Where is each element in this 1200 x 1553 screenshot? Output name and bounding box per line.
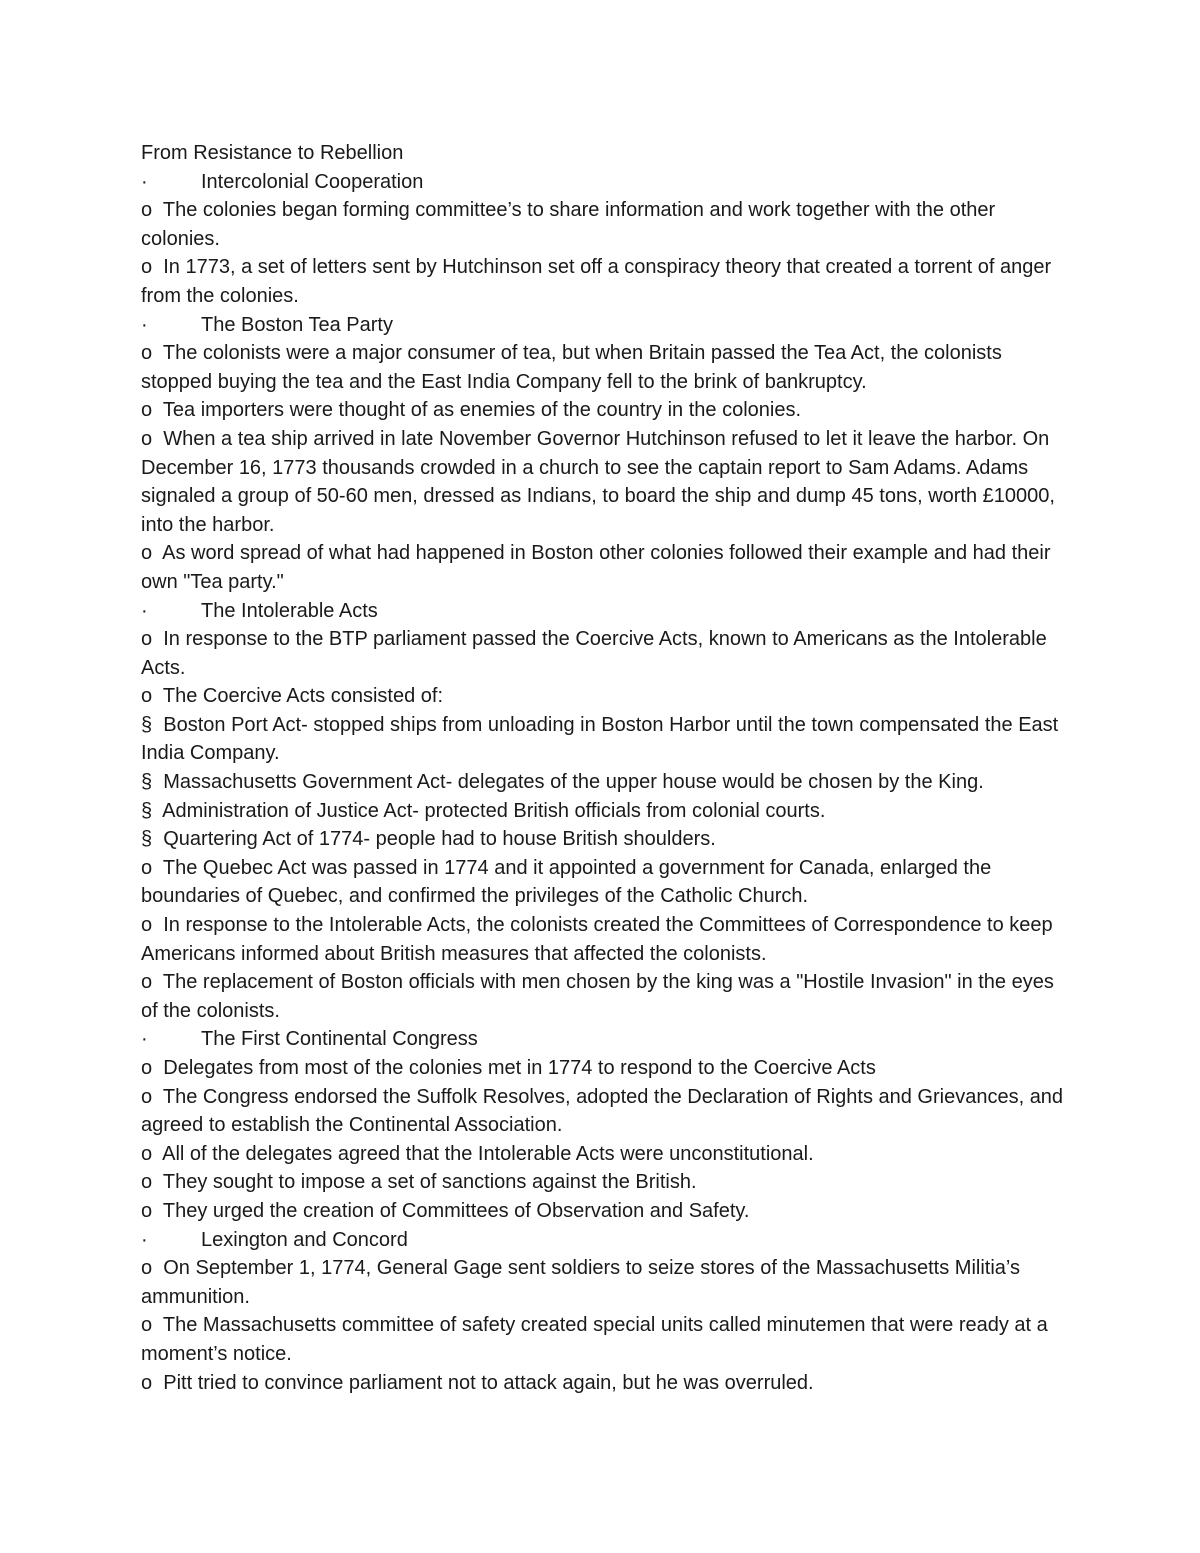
list-item [141,1140,1071,1169]
list-item [141,625,1071,682]
list-item [141,339,1071,396]
section-heading [141,168,1071,197]
bullet-marker: o [141,1171,153,1194]
heading-bullet-marker: · [141,1228,148,1251]
section-heading-text: The First Continental Congress [201,1028,478,1051]
list-item [141,1054,1071,1083]
heading-bullet-marker: · [141,313,148,336]
list-item [141,1197,1071,1226]
bullet-marker: o [141,971,153,994]
sub-list-item [141,825,1071,854]
list-item-text: The Congress endorsed the Suffolk Resolves, adopted the Declaration of Rights and Grievances, and agreed to establish the Continental Association. [141,1085,1064,1137]
list-item [141,425,1071,539]
section-heading [141,1025,1071,1054]
section-heading-text: Intercolonial Cooperation [201,170,424,193]
list-item-text: When a tea ship arrived in late November Governor Hutchinson refused to let it leave the harbor. On December 16, 1773 thousands crowded in a church to see the captain report to Sam Adams. Adams signaled a group of 50-60 men, dressed as Indians, to board the ship and dump 45 tons, worth £10000, into the harbor. [141,427,1055,536]
list-item-text: The colonists were a major consumer of tea, but when Britain passed the Tea Act, the colonists stopped buying the tea and the East India Company fell to the brink of bankruptcy. [141,342,1002,393]
bullet-marker: o [141,1257,153,1280]
bullet-marker: o [141,427,153,450]
list-item [141,1168,1071,1197]
list-item [141,1083,1071,1140]
section-sign-marker: § [141,799,153,822]
list-item-text: Tea importers were thought of as enemies of the country in the colonies. [162,399,802,422]
document-body [141,139,1071,1397]
list-item-text: As word spread of what had happened in Boston other colonies followed their example and had their own "Tea party." [141,542,1051,593]
list-item-text: Administration of Justice Act- protected British officials from colonial courts. [162,799,826,822]
section-heading-text: The Intolerable Acts [201,599,378,622]
sub-list-item [141,768,1071,797]
bullet-marker: o [141,628,153,651]
heading-bullet-marker: · [141,1028,148,1051]
section-sign-marker: § [141,713,153,736]
list-item-text: Pitt tried to convince parliament not to attack again, but he was overruled. [163,1371,814,1394]
list-item-text: The colonies began forming committee’s to share information and work together with the other colonies. [141,199,996,250]
list-item [141,1369,1071,1398]
bullet-marker: o [141,685,153,708]
list-item-text: In response to the BTP parliament passed the Coercive Acts, known to Americans as the Intolerable Acts. [141,628,1047,679]
section-heading-text: Lexington and Concord [201,1228,408,1251]
bullet-marker: o [141,1199,153,1222]
section-sign-marker: § [141,771,153,794]
list-item [141,968,1071,1025]
bullet-marker: o [141,1314,153,1337]
heading-bullet-marker: · [141,170,148,193]
list-item [141,196,1071,253]
section-heading [141,597,1071,626]
list-item [141,682,1071,711]
sub-list-item [141,711,1071,768]
bullet-marker: o [141,1057,153,1079]
list-item [141,1254,1071,1311]
list-item-text: Massachusetts Government Act- delegates of the upper house would be chosen by the King. [163,771,984,794]
list-item [141,1311,1071,1368]
heading-bullet-marker: · [141,599,148,622]
list-item-text: They sought to impose a set of sanctions against the British. [162,1171,697,1194]
section-sign-marker: § [141,828,153,851]
list-item-text: Quartering Act of 1774- people had to house British shoulders. [163,828,716,851]
section-heading [141,1226,1071,1255]
bullet-marker: o [141,399,153,422]
list-item-text: Boston Port Act- stopped ships from unloading in Boston Harbor until the town compensated the East India Company. [141,713,1059,765]
bullet-marker: o [141,542,153,565]
bullet-marker: o [141,342,153,365]
section-heading [141,311,1071,340]
list-item [141,911,1071,968]
document-title: From Resistance to Rebellion [141,142,404,164]
list-item [141,539,1071,596]
bullet-marker: o [141,1371,153,1394]
list-item-text: The Quebec Act was passed in 1774 and it appointed a government for Canada, enlarged the boundaries of Quebec, and confirmed the privileges of the Catholic Church. [141,856,992,908]
list-item-text: All of the delegates agreed that the Intolerable Acts were unconstitutional. [162,1142,814,1165]
list-item [141,396,1071,425]
bullet-marker: o [141,199,153,222]
list-item-text: In response to the Intolerable Acts, the colonists created the Committees of Correspondence to keep Americans informed about British measures that affected the colonists. [141,914,1053,965]
list-item-text: They urged the creation of Committees of Observation and Safety. [162,1199,750,1222]
section-heading-text: The Boston Tea Party [201,313,393,336]
bullet-marker: o [141,1142,153,1165]
bullet-marker: o [141,1085,153,1108]
bullet-marker: o [141,914,153,937]
bullet-marker: o [141,256,153,279]
list-item [141,854,1071,911]
list-item-text: The Massachusetts committee of safety created special units called minutemen that were ready at a moment’s notice. [141,1314,1048,1365]
bullet-marker: o [141,856,153,879]
list-item-text: In 1773, a set of letters sent by Hutchinson set off a conspiracy theory that created a torrent of anger from the colonies. [141,256,1052,307]
list-item-text: The replacement of Boston officials with men chosen by the king was a "Hostile Invasion" in the eyes of the colonists. [141,971,1054,1022]
list-item-text: On September 1, 1774, General Gage sent soldiers to seize stores of the Massachusetts Militia’s ammunition. [141,1257,1020,1308]
list-item-text: Delegates from most of the colonies met in 1774 to respond to the Coercive Acts [163,1057,876,1079]
sub-list-item [141,797,1071,826]
list-item [141,253,1071,310]
list-item-text: The Coercive Acts consisted of: [162,685,444,708]
